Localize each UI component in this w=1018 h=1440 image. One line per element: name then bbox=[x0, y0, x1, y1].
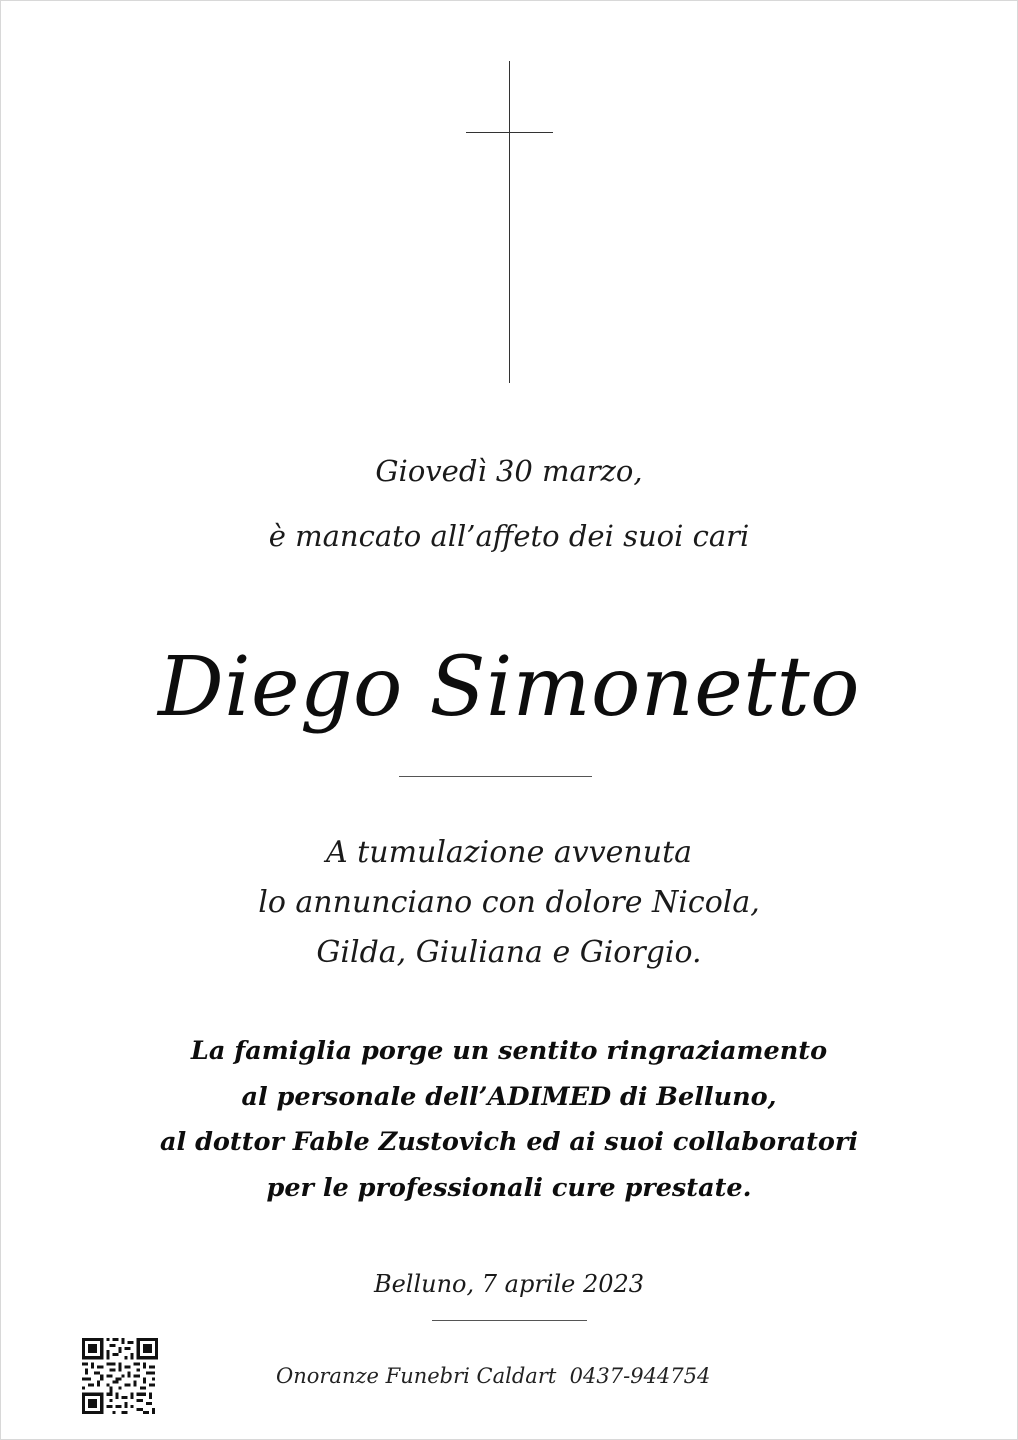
announcement-block bbox=[0, 828, 1018, 978]
announcement-line: lo annunciano con dolore Nicola, bbox=[258, 885, 760, 920]
agency-name: Onoranze Funebri Caldart bbox=[276, 1364, 557, 1388]
footer-divider bbox=[432, 1320, 587, 1321]
thanks-line: per le professionali cure prestate. bbox=[266, 1172, 752, 1203]
qr-code-icon bbox=[82, 1338, 158, 1414]
announcement-line: A tumulazione avvenuta bbox=[325, 835, 693, 870]
deceased-name: Diego Simonetto bbox=[157, 640, 861, 735]
thanks-block bbox=[0, 1029, 1018, 1211]
date-line: Giovedì 30 marzo, bbox=[375, 454, 643, 488]
agency-line bbox=[276, 1364, 710, 1388]
thanks-line: al dottor Fable Zustovich ed ai suoi collaboratori bbox=[159, 1127, 859, 1157]
thanks-line: al personale dell’ADIMED di Belluno, bbox=[241, 1081, 777, 1112]
place-date: Belluno, 7 aprile 2023 bbox=[373, 1270, 645, 1298]
name-divider bbox=[399, 776, 592, 777]
thanks-line: La famiglia porge un sentito ringraziamento bbox=[190, 1036, 828, 1066]
agency-phone: 0437-944754 bbox=[569, 1364, 711, 1388]
announcement-line: Gilda, Giuliana e Giorgio. bbox=[316, 935, 702, 970]
passed-line: è mancato all’affeto dei suoi cari bbox=[268, 519, 750, 553]
